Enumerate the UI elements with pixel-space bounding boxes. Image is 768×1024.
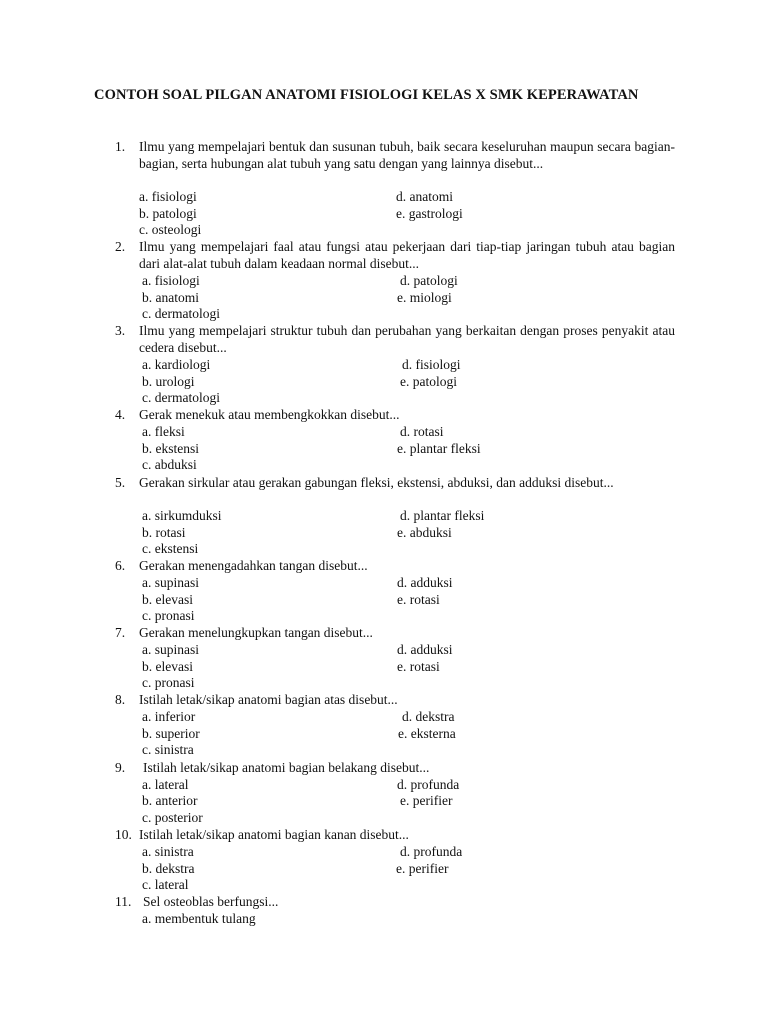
question-text: Istilah letak/sikap anatomi bagian atas disebut... — [139, 692, 398, 707]
question-text: Gerakan menengadahkan tangan disebut... — [139, 558, 368, 573]
option-d: d. plantar fleksi — [400, 508, 485, 523]
option-c: c. pronasi — [142, 675, 195, 690]
option-d: d. adduksi — [397, 575, 453, 590]
question-text: Ilmu yang mempelajari faal atau fungsi atau pekerjaan dari tiap-tiap jaringan tubuh atau bagian dari alat-alat tubuh dalam keadaan normal disebut... — [139, 239, 675, 271]
option-a: a. sinistra — [142, 844, 194, 859]
option-b: b. anterior — [142, 793, 198, 808]
option-c: c. lateral — [142, 877, 189, 892]
option-b: b. patologi — [139, 206, 197, 221]
option-e: e. miologi — [397, 290, 452, 305]
option-c: c. osteologi — [139, 222, 202, 237]
question-number: 1. — [115, 139, 126, 154]
option-a: a. supinasi — [142, 575, 199, 590]
option-a: a. lateral — [142, 777, 189, 792]
option-e: e. eksterna — [398, 726, 456, 741]
question-number: 3. — [115, 323, 126, 338]
page-title: CONTOH SOAL PILGAN ANATOMI FISIOLOGI KELAS X SMK KEPERAWATAN — [94, 87, 639, 103]
option-b: b. elevasi — [142, 592, 193, 607]
option-b: b. elevasi — [142, 659, 193, 674]
option-d: d. profunda — [397, 777, 460, 792]
option-b: b. rotasi — [142, 525, 186, 540]
question-text: Gerakan menelungkupkan tangan disebut... — [139, 625, 373, 640]
question-number: 4. — [115, 407, 126, 422]
option-c: c. sinistra — [142, 742, 194, 757]
question-text: Istilah letak/sikap anatomi bagian belakang disebut... — [143, 760, 430, 775]
option-b: b. urologi — [142, 374, 195, 389]
option-d: d. rotasi — [400, 424, 444, 439]
option-e: e. plantar fleksi — [397, 441, 481, 456]
option-a: a. sirkumduksi — [142, 508, 222, 523]
question-text: Istilah letak/sikap anatomi bagian kanan disebut... — [139, 827, 409, 842]
option-d: d. patologi — [400, 273, 458, 288]
option-c: c. dermatologi — [142, 390, 220, 405]
question-number: 7. — [115, 625, 126, 640]
option-c: c. dermatologi — [142, 306, 220, 321]
option-c: c. pronasi — [142, 608, 195, 623]
option-c: c. abduksi — [142, 457, 197, 472]
question-text: Gerak menekuk atau membengkokkan disebut... — [139, 407, 400, 422]
option-a: a. fisiologi — [139, 189, 197, 204]
option-a: a. fleksi — [142, 424, 185, 439]
option-b: b. anatomi — [142, 290, 199, 305]
question-number: 2. — [115, 239, 126, 254]
option-d: d. profunda — [400, 844, 463, 859]
option-c: c. posterior — [142, 810, 203, 825]
question-number: 5. — [115, 475, 126, 490]
option-c: c. ekstensi — [142, 541, 199, 556]
option-b: b. ekstensi — [142, 441, 199, 456]
question-text: Gerakan sirkular atau gerakan gabungan fleksi, ekstensi, abduksi, dan adduksi disebut... — [139, 475, 614, 490]
option-e: e. abduksi — [397, 525, 452, 540]
option-b: b. dekstra — [142, 861, 195, 876]
option-e: e. patologi — [400, 374, 457, 389]
option-a: a. kardiologi — [142, 357, 211, 372]
option-a: a. inferior — [142, 709, 196, 724]
option-d: d. adduksi — [397, 642, 453, 657]
option-e: e. rotasi — [397, 659, 440, 674]
question-number: 10. — [115, 827, 132, 842]
option-d: d. anatomi — [396, 189, 453, 204]
question-text: Ilmu yang mempelajari struktur tubuh dan perubahan yang berkaitan dengan proses penyakit atau cedera disebut... — [139, 323, 675, 355]
option-a: a. fisiologi — [142, 273, 200, 288]
option-e: e. gastrologi — [396, 206, 463, 221]
option-a: a. supinasi — [142, 642, 199, 657]
question-number: 11. — [115, 894, 132, 909]
option-a: a. membentuk tulang — [142, 911, 256, 926]
question-number: 9. — [115, 760, 126, 775]
option-e: e. rotasi — [397, 592, 440, 607]
option-b: b. superior — [142, 726, 200, 741]
question-number: 6. — [115, 558, 126, 573]
option-e: e. perifier — [400, 793, 453, 808]
option-d: d. dekstra — [402, 709, 455, 724]
option-e: e. perifier — [396, 861, 449, 876]
question-text: Sel osteoblas berfungsi... — [143, 894, 279, 909]
option-d: d. fisiologi — [402, 357, 461, 372]
question-number: 8. — [115, 692, 126, 707]
question-text: Ilmu yang mempelajari bentuk dan susunan tubuh, baik secara keseluruhan maupun secara bagian-bagian, serta hubungan alat tubuh yang satu dengan yang lainnya disebut... — [139, 139, 675, 171]
